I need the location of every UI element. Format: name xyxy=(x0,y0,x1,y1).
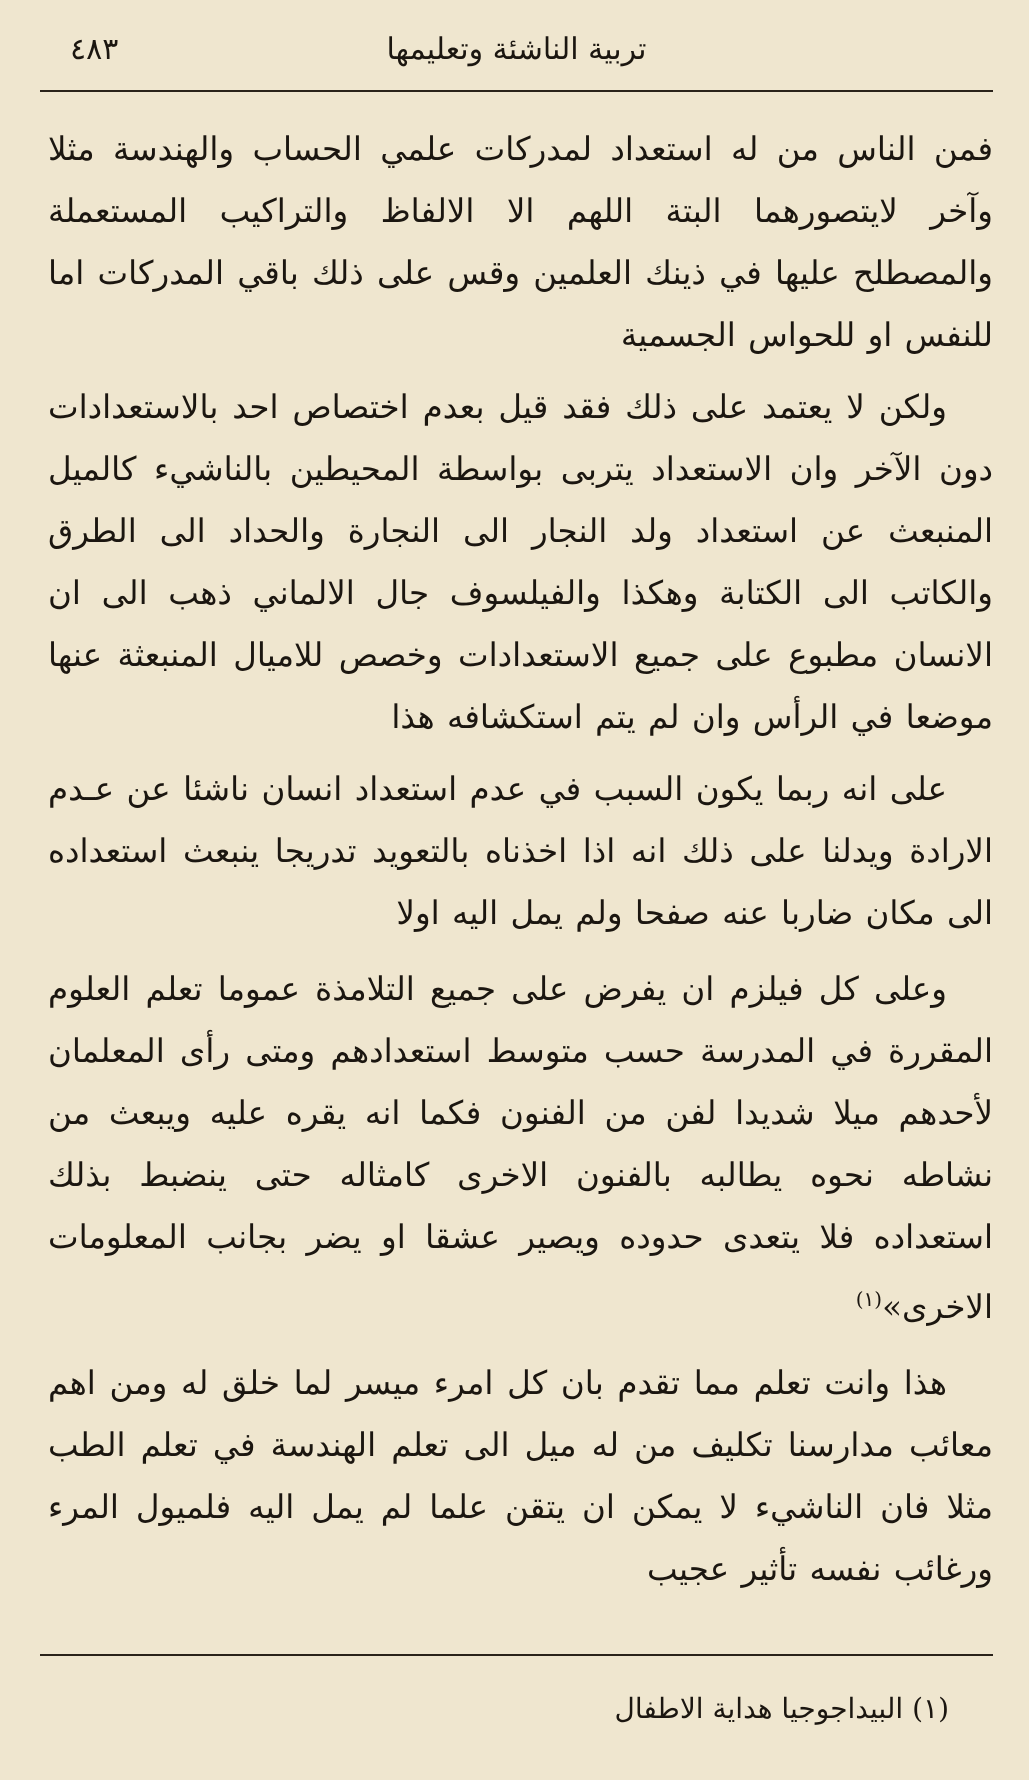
footnote-rule xyxy=(40,1654,993,1656)
paragraph-5: هذا وانت تعلم مما تقدم بان كل امرء ميسر لما خلق له ومن اهم معائب مدارسنا تكليف من له ميل الى تعلم الهندسة في تعلم الطب مثلا فان الناشيء لا يمكن ان يتقن علما لم يمل اليه فلميول المرء ورغائب نفسه تأثير عجيب xyxy=(48,1363,993,1588)
footnote-reference: (١) xyxy=(855,1287,883,1311)
header-rule xyxy=(40,90,993,92)
page-number: ٤٨٣ xyxy=(70,32,119,67)
paragraph-2: ولكن لا يعتمد على ذلك فقد قيل بعدم اختصاص احد بالاستعدادات دون الآخر وان الاستعداد يتربى بواسطة المحيطين بالناشيء كالميل المنبعث عن استعداد ولد النجار الى النجارة والحداد الى الطرق والكاتب الى الكتابة وهكذا والفيلسوف جال الالماني ذهب الى ان الانسان مطبوع على جميع الاستعدادات وخصص للاميال المنبعثة عنها موضعا في الرأس وان لم يتم استكشافه هذا xyxy=(48,388,993,736)
paragraph-4-text: وعلى كل فيلزم ان يفرض على جميع التلامذة عموما تعلم العلوم المقررة في المدرسة حسب متوسط استعدادهم ومتى رأى المعلمان لأحدهم ميلا شديدا لفن من الفنون فكما انه يقره عليه ويبعث من نشاطه نحوه يطالبه بالفنون الاخرى كامثاله حتى ينضبط بذلك استعداده فلا يتعدى حدوده ويصير عشقا او يضر بجانب المعلومات الاخرى» xyxy=(48,970,993,1326)
body-text xyxy=(40,118,993,1600)
page-header xyxy=(40,28,993,90)
paragraph-4 xyxy=(48,958,993,1338)
footnote: (١) البيداجوجيا هداية الاطفال xyxy=(614,1692,949,1725)
paragraph-1: فمن الناس من له استعداد لمدركات علمي الحساب والهندسة مثلا وآخر لايتصورهما البتة اللهم الا الالفاظ والتراكيب المستعملة والمصطلح عليها في ذينك العلمين وقس على ذلك باقي المدركات اما للنفس او للحواس الجسمية xyxy=(48,130,993,354)
paragraph-3: على انه ربما يكون السبب في عدم استعداد انسان ناشئا عن عـدم الارادة ويدلنا على ذلك انه اذا اخذناه بالتعويد تدريجا ينبعث استعداده الى مكان ضاربا عنه صفحا ولم يمل اليه اولا xyxy=(48,770,993,932)
running-title: تربية الناشئة وتعليمها xyxy=(386,32,647,67)
